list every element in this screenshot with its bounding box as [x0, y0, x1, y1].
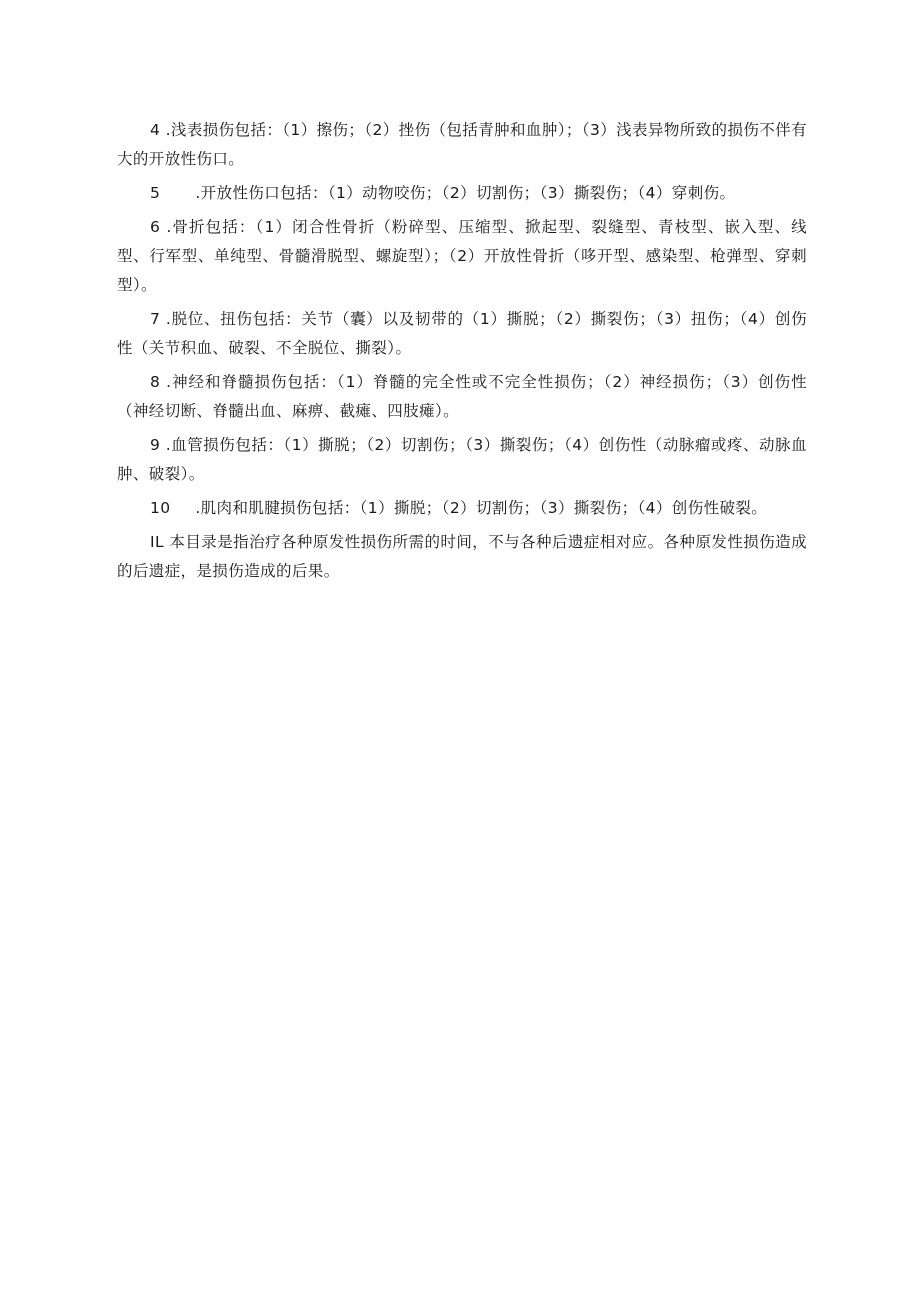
item-number: 5	[150, 184, 161, 202]
paragraph-item-8	[117, 368, 807, 426]
item-number: 6	[150, 218, 161, 236]
item-number: 4	[150, 121, 161, 139]
item-text: .开放性伤口包括：（1）动物咬伤；（2）切割伤；（3）撕裂伤；（4）穿刺伤。	[190, 184, 736, 202]
paragraph-item-9	[117, 431, 807, 489]
item-text: .骨折包括：（1）闭合性骨折（粉碎型、压缩型、掀起型、裂缝型、青枝型、嵌入型、线型、行军型、单纯型、骨髓滑脱型、螺旋型）；（2）开放性骨折（哆开型、感染型、枪弹型、穿刺型）。	[117, 218, 807, 294]
paragraph-item-5	[117, 179, 807, 208]
item-number: 8	[150, 373, 161, 391]
paragraph-item-4	[117, 116, 807, 174]
paragraph-item-6	[117, 213, 807, 300]
document-body	[117, 116, 807, 591]
item-text: .浅表损伤包括：（1）擦伤；（2）挫伤（包括青肿和血肿）；（3）浅表异物所致的损伤不伴有大的开放性伤口。	[117, 121, 807, 168]
item-text: .神经和脊髓损伤包括：（1）脊髓的完全性或不完全性损伤；（2）神经损伤；（3）创伤性（神经切断、脊髓出血、麻痹、截瘫、四肢瘫）。	[117, 373, 807, 420]
item-number: 10	[150, 499, 171, 517]
item-number: IL	[150, 533, 165, 551]
paragraph-item-7	[117, 305, 807, 363]
paragraph-item-11	[117, 528, 807, 586]
item-text: .血管损伤包括：（1）撕脱；（2）切割伤；（3）撕裂伤；（4）创伤性（动脉瘤或疼、动脉血肿、破裂）。	[117, 436, 807, 483]
item-text: .肌肉和肌腱损伤包括：（1）撕脱；（2）切割伤；（3）撕裂伤；（4）创伤性破裂。	[190, 499, 768, 517]
item-number: 7	[150, 310, 161, 328]
paragraph-item-10	[117, 494, 807, 523]
item-text: 本目录是指治疗各种原发性损伤所需的时间，不与各种后遗症相对应。各种原发性损伤造成的后遗症，是损伤造成的后果。	[117, 533, 807, 580]
item-number: 9	[150, 436, 161, 454]
item-text: .脱位、扭伤包括：关节（囊）以及韧带的（1）撕脱；（2）撕裂伤；（3）扭伤；（4）创伤性（关节积血、破裂、不全脱位、撕裂）。	[117, 310, 807, 357]
